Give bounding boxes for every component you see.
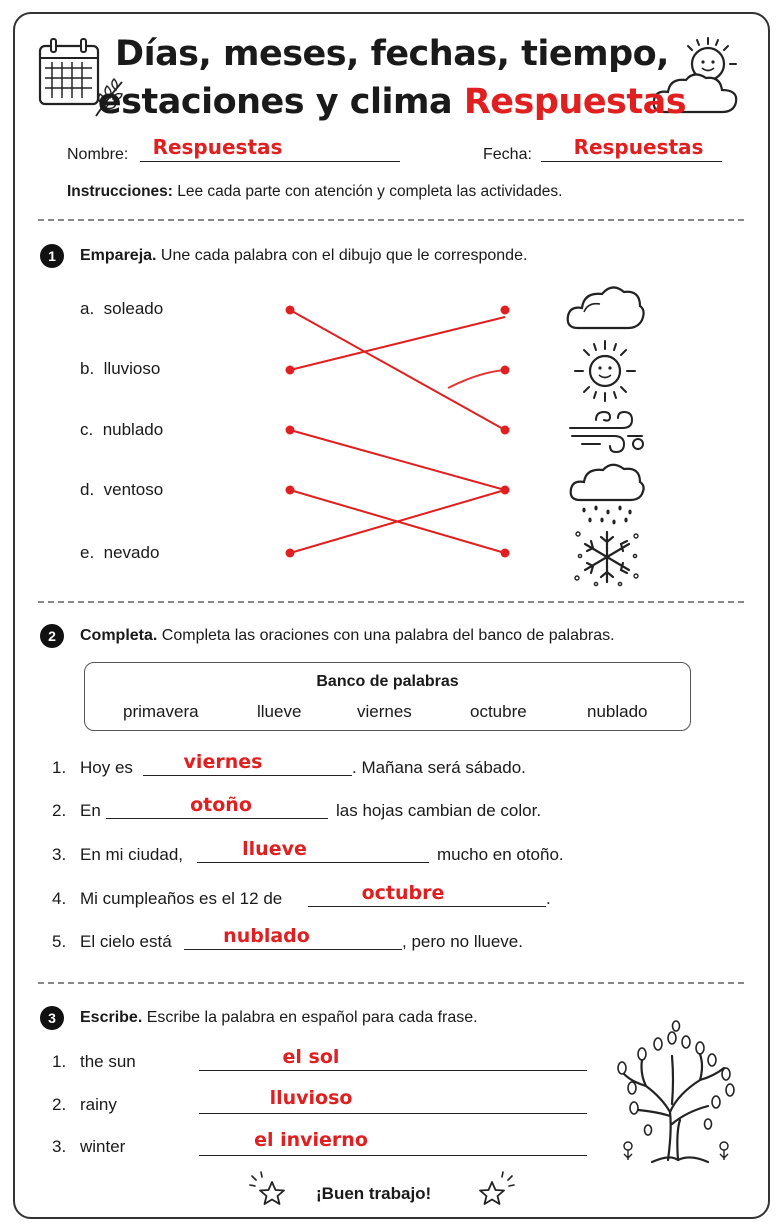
divider-3 (38, 982, 744, 984)
sentence-3-number: 3. (52, 845, 67, 864)
dot-left-a (286, 306, 295, 315)
title-line-2: estaciones y clima (97, 82, 453, 122)
sentence-4-answer[interactable]: octubre (361, 882, 445, 904)
title-line-1: Días, meses, fechas, tiempo, (115, 34, 669, 74)
dot-left-b (286, 366, 295, 375)
cloud-icon (562, 276, 646, 334)
word-bank (84, 662, 691, 731)
bank-word: viernes (357, 702, 412, 721)
wind-icon (566, 406, 648, 456)
sentence-1-number: 1. (52, 758, 67, 777)
star-icon-left (248, 1170, 290, 1208)
autumn-tree-icon (612, 1020, 744, 1168)
translate-2-english: rainy (80, 1095, 117, 1114)
dot-right-2 (501, 366, 510, 375)
translate-1-answer[interactable]: el sol (282, 1046, 340, 1068)
date-label: Fecha: (483, 146, 532, 163)
dot-right-4 (501, 486, 510, 495)
match-line-a (290, 310, 505, 430)
sentence-5-blank (184, 949, 402, 950)
footer-message: ¡Buen trabajo! (316, 1184, 432, 1203)
snowflake-icon (572, 526, 642, 588)
translate-3-blank (199, 1155, 587, 1156)
sentence-3-answer[interactable]: llueve (242, 838, 307, 860)
name-label: Nombre: (67, 146, 129, 163)
instructions-label: Instrucciones: (67, 183, 173, 200)
translate-2-answer[interactable]: lluvioso (269, 1087, 353, 1109)
sentence-4-before: Mi cumpleaños es el 12 de (80, 889, 283, 908)
dot-left-e (286, 549, 295, 558)
translate-3-number: 3. (52, 1137, 67, 1156)
sentence-4-after: . (546, 889, 551, 908)
name-answer[interactable]: Respuestas (152, 135, 283, 159)
section-3-heading: Escribe. (80, 1009, 143, 1026)
match-item-e: e. nevado (80, 543, 160, 562)
match-line-b-stroke (448, 370, 505, 388)
match-line-c (290, 430, 505, 490)
section-3-instruction (80, 1009, 478, 1027)
dot-left-d (286, 486, 295, 495)
sentence-2-before: En (80, 801, 101, 820)
date-answer[interactable]: Respuestas (573, 135, 704, 159)
bank-word: octubre (470, 702, 527, 721)
sentence-5-answer[interactable]: nublado (223, 925, 310, 947)
sentence-3-blank (197, 862, 429, 863)
title-answers-tag: Respuestas (463, 82, 687, 122)
sentence-2-after: las hojas cambian de color. (336, 801, 542, 820)
section-2-heading: Completa. (80, 627, 158, 644)
dot-right-3 (501, 426, 510, 435)
sentence-1-after: . Mañana será sábado. (352, 758, 526, 777)
instructions-text: Lee cada parte con atención y completa las actividades. (172, 183, 563, 200)
section-2-badge: 2 (40, 624, 64, 648)
translate-1-blank (199, 1070, 587, 1071)
dot-right-5 (501, 549, 510, 558)
match-line-b (290, 317, 505, 370)
match-item-c: c. nublado (80, 420, 164, 439)
star-icon-right (474, 1170, 516, 1208)
sentence-5-before: El cielo está (80, 932, 172, 951)
section-1-heading: Empareja. (80, 247, 157, 264)
translate-2-blank (199, 1113, 587, 1114)
sentence-2-answer[interactable]: otoño (190, 794, 252, 816)
word-bank-title: Banco de palabras (316, 673, 459, 690)
sentence-3-before: En mi ciudad, (80, 845, 183, 864)
sentence-4-blank (308, 906, 546, 907)
translate-2-number: 2. (52, 1095, 67, 1114)
bank-word: llueve (257, 702, 302, 721)
sun-icon (572, 338, 638, 404)
translate-1-number: 1. (52, 1052, 67, 1071)
section-2-text: Completa las oraciones con una palabra del banco de palabras. (157, 627, 615, 644)
sentence-5-number: 5. (52, 932, 67, 951)
translate-1-english: the sun (80, 1052, 136, 1071)
sentence-4-number: 4. (52, 889, 67, 908)
rain-cloud-icon (566, 460, 648, 526)
section-3-text: Escribe la palabra en español para cada frase. (142, 1009, 478, 1026)
dot-left-c (286, 426, 295, 435)
bank-word: nublado (587, 702, 648, 721)
dot-right-1 (501, 306, 510, 315)
section-1-badge: 1 (40, 244, 64, 268)
sentence-1-answer[interactable]: viernes (183, 751, 263, 773)
translate-3-answer[interactable]: el invierno (254, 1129, 368, 1151)
match-item-a: a. soleado (80, 299, 164, 318)
section-2-instruction (80, 627, 615, 645)
sentence-1-blank (143, 775, 352, 776)
translate-3-english: winter (80, 1137, 126, 1156)
section-1-text: Une cada palabra con el dibujo que le corresponde. (156, 247, 528, 264)
bank-word: primavera (123, 702, 199, 721)
divider-2 (38, 601, 744, 603)
match-item-b: b. lluvioso (80, 359, 161, 378)
sentence-3-after: mucho en otoño. (437, 845, 564, 864)
match-item-d: d. ventoso (80, 480, 164, 499)
sentence-2-number: 2. (52, 801, 67, 820)
section-3-badge: 3 (40, 1006, 64, 1030)
sentence-2-blank (106, 818, 328, 819)
sentence-1-before: Hoy es (80, 758, 133, 777)
sentence-5-after: , pero no llueve. (402, 932, 523, 951)
